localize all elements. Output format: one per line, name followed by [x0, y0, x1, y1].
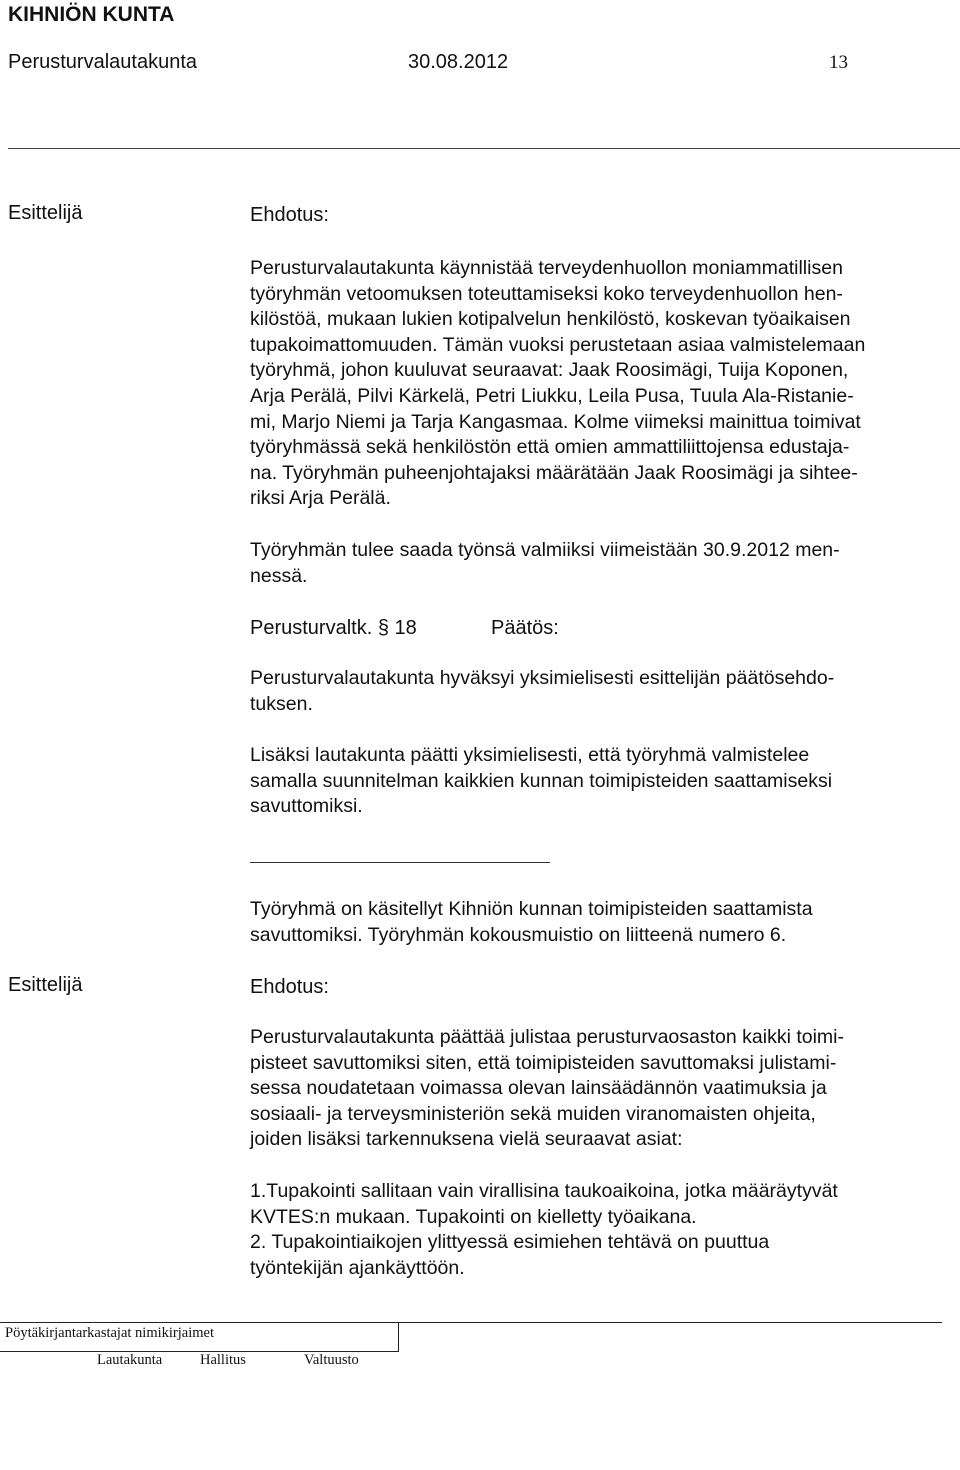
list-item: 1.Tupakointi sallitaan vain virallisina taukoaikoina, jotka määräytyvät	[250, 1180, 838, 1202]
municipality-title: KIHNIÖN KUNTA	[8, 3, 175, 26]
deadline-paragraph	[250, 538, 840, 589]
additional-decision-paragraph	[250, 743, 832, 820]
text-line: Työryhmän tulee saada työnsä valmiiksi viimeistään 30.9.2012 men-	[250, 539, 840, 561]
footer-item-hallitus: Hallitus	[200, 1352, 246, 1368]
list-item: KVTES:n mukaan. Tupakointi on kielletty työaikana.	[250, 1205, 697, 1228]
text-line: työryhmä, johon kuuluvat seuraavat: Jaak Roosimägi, Tuija Koponen,	[250, 359, 849, 382]
text-line: Työryhmä on käsitellyt Kihniön kunnan toimipisteiden saattamista	[250, 898, 813, 920]
section-separator	[250, 862, 550, 863]
list-item: työntekijän ajankäyttöön.	[250, 1256, 465, 1279]
text-line: Arja Perälä, Pilvi Kärkelä, Petri Liukku, Leila Pusa, Tuula Ala-Ristanie-	[250, 384, 854, 407]
text-line: sosiaali- ja terveysministeriön sekä muiden viranomaisten ohjeita,	[250, 1102, 816, 1125]
footer-item-lautakunta: Lautakunta	[97, 1352, 163, 1368]
proposal-heading: Ehdotus:	[250, 204, 329, 226]
text-line: joiden lisäksi tarkennuksena vielä seuraavat asiat:	[250, 1128, 683, 1151]
decision-paragraph	[250, 666, 834, 717]
meeting-date: 30.08.2012	[408, 51, 509, 73]
text-line: na. Työryhmän puheenjohtajaksi määrätään Jaak Roosimägi ja sihtee-	[250, 461, 858, 484]
presenter-label: Esittelijä	[8, 202, 83, 224]
text-line: savuttomiksi. Työryhmän kokousmuistio on liitteenä numero 6.	[250, 923, 787, 946]
text-line: nessä.	[250, 564, 308, 587]
text-line: Perusturvalautakunta käynnistää terveydenhuollon moniammatillisen	[250, 257, 843, 279]
smoke-free-proposal-paragraph	[250, 1025, 844, 1153]
text-line: sessa noudatetaan voimassa olevan lainsäädännön vaatimuksia ja	[250, 1077, 827, 1100]
text-line: Lisäksi lautakunta päätti yksimielisesti, että työryhmä valmistelee	[250, 744, 810, 766]
text-line: tupakoimattomuuden. Tämän vuoksi perustetaan asiaa valmistelemaan	[250, 333, 866, 356]
footer-initials-label: Pöytäkirjantarkastajat nimikirjaimet	[5, 1325, 214, 1341]
text-line: työryhmässä sekä henkilöstön että omien ammattiliittojensa edustaja-	[250, 436, 850, 459]
rules-list	[250, 1179, 838, 1281]
presenter-label: Esittelijä	[8, 974, 83, 996]
text-line: riksi Arja Perälä.	[250, 487, 391, 510]
text-line: työryhmän vetoomuksen toteuttamiseksi koko terveydenhuollon hen-	[250, 282, 843, 305]
footer-rule	[398, 1322, 942, 1323]
text-line: savuttomiksi.	[250, 795, 363, 818]
header-divider	[8, 148, 960, 149]
decision-heading: Päätös:	[491, 617, 559, 639]
section-reference: Perusturvaltk. § 18	[250, 617, 417, 639]
text-line: kilöstöä, mukaan lukien kotipalvelun henkilöstö, koskevan työaikaisen	[250, 308, 851, 331]
working-group-paragraph	[250, 897, 813, 948]
text-line: samalla suunnitelman kaikkien kunnan toimipisteiden saattamiseksi	[250, 769, 833, 792]
footer-item-valtuusto: Valtuusto	[304, 1352, 359, 1368]
proposal-heading: Ehdotus:	[250, 976, 329, 998]
list-item: 2. Tupakointiaikojen ylittyessä esimiehen tehtävä on puuttua	[250, 1231, 770, 1254]
text-line: Perusturvalautakunta hyväksyi yksimielisesti esittelijän päätösehdo-	[250, 667, 835, 689]
text-line: tuksen.	[250, 692, 313, 715]
committee-name: Perusturvalautakunta	[8, 51, 198, 73]
text-line: pisteet savuttomiksi siten, että toimipisteiden savuttomaksi julistami-	[250, 1051, 837, 1074]
page-number: 13	[829, 52, 848, 73]
proposal-paragraph	[250, 256, 865, 512]
text-line: mi, Marjo Niemi ja Tarja Kangasmaa. Kolme viimeksi mainittua toimivat	[250, 410, 861, 433]
text-line: Perusturvalautakunta päättää julistaa perusturvaosaston kaikki toimi-	[250, 1026, 844, 1048]
